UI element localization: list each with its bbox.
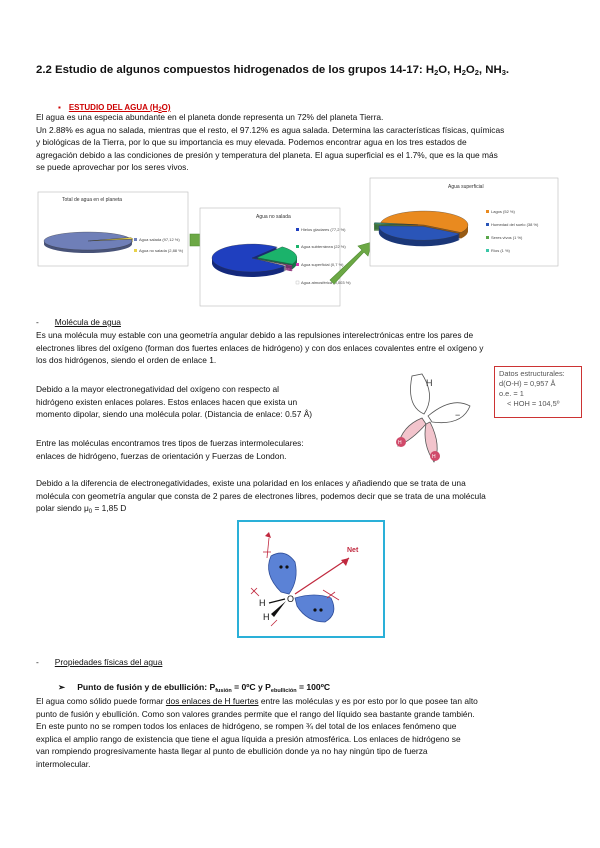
chart1-frame: [38, 192, 188, 266]
propiedades-p1: El agua como sólido puede formar dos enlaces de H fuertes entre las moléculas y es por esto por lo que posee tan alto punto de fusión y ebullición. Como son valores grandes permite que el rango del líquido sea bastante grande también. En este punto no se rompen todos los enlaces de hidrógeno, se rompen ¾ del total de los enlaces fenómeno que explica el amplio rango de existencia que tiene el agua líquida a presión atmosférica. Los enlaces de hidrógeno se van rompiendo progresivamente hasta llegar al punto de ebullición donde ya no hay ningún tipo de fuerza intermolecular.: [36, 696, 478, 769]
chart3-legend-swatch-2: [486, 236, 489, 239]
bullet-icon: ▪: [58, 103, 61, 112]
chart1-title: Total de agua en el planeta: [62, 197, 123, 203]
paragraph-line: agregación debido a las condiciones de presión y temperatura del planeta. El agua superficial es el 1.7%, que es la que más: [36, 149, 498, 160]
chart2-legend-swatch-2: [296, 263, 299, 266]
paragraph-line: se puede aprovechar por los seres vivos.: [36, 162, 189, 173]
chart3-legend-0: Lagos (52 %): [491, 209, 515, 214]
net-label: Net: [347, 547, 359, 554]
chart2-legend-swatch-1: [296, 245, 299, 248]
subsection-molecula: - Molécula de agua: [36, 317, 121, 327]
paragraph-line: y biológicas de la Tierra, por lo que su importancia es muy elevada. Podemos encontrar agua en los tres estados de: [36, 137, 467, 148]
structural-data-box: Datos estructurales: d(O-H) = 0,957 Å o.e. = 1 < HOH = 104,5º: [494, 366, 582, 418]
chart1-legend-swatch-1: [134, 249, 137, 252]
chart3-legend-3: Ríos (1 %): [491, 248, 510, 253]
oxygen-label: O: [287, 594, 295, 604]
chart2-legend-2: Agua superficial (0,7 %): [301, 262, 344, 267]
lobe-2: [428, 403, 470, 423]
dipole-figure: [239, 522, 382, 635]
arrow-bullet-icon: ➢: [58, 682, 66, 692]
lone-pair-lobe-1: [269, 553, 297, 594]
molecula-p3: Entre las moléculas encontramos tres tipos de fuerzas intermoleculares: enlaces de hidrógeno, fuerzas de orientación y Fuerzas de London.: [36, 438, 304, 461]
chart2-legend-swatch-3: [296, 281, 299, 284]
chart3-legend-swatch-3: [486, 249, 489, 252]
subsection-title: Molécula de agua: [54, 317, 121, 327]
paragraph: El agua es una especia abundante en el planeta donde representa un 72% del planeta Tierra.: [36, 112, 384, 122]
section-title-agua: ▪ ESTUDIO DEL AGUA (H2O): [58, 103, 171, 113]
chart1-pie: [44, 232, 133, 253]
dipole-figure-frame: [237, 520, 385, 638]
hydrogen-label-2: H: [263, 612, 270, 622]
h-label-2: H: [432, 454, 436, 460]
paragraph-line: Un 2.88% es agua no salada, mientras que el resto, el 97.12% es agua salada. Determina las características físicas, químicas: [36, 124, 505, 135]
chart1-legend-0: Agua salada (97,12 %): [139, 237, 180, 242]
net-dipole-arrow: [295, 558, 349, 594]
chart3-legend-swatch-1: [486, 223, 489, 226]
orbital-diagram: [392, 366, 488, 466]
chart2-legend-0: Hielos glaciares (77,2 %): [301, 227, 346, 232]
chart2-legend-1: Agua subterránea (22 %): [301, 244, 346, 249]
chart1-legend-1: Agua no salada (2,88 %): [139, 248, 184, 253]
lobe-label-h: H: [426, 378, 433, 388]
subsection-title: Propiedades físicas del agua: [54, 657, 163, 667]
pie-slice: [44, 232, 132, 250]
chart2-title: Agua no salada: [256, 214, 291, 220]
chart3-title: Agua superficial: [448, 184, 484, 190]
lobe-label-minus: −: [455, 410, 461, 420]
hydrogen-label-1: H: [259, 598, 266, 608]
charts-figure: [0, 170, 600, 310]
molecula-p4: Debido a la diferencia de electronegatividades, existe una polaridad en los enlaces y añadiendo que se trata de una molécula con geometría angular que consta de 2 pares de electrones libres, podemos decir que se trata de una molécula polar siendo $\mu_0 = 1,85$ D: [36, 478, 486, 516]
chart2-legend-swatch-0: [296, 228, 299, 231]
molecula-p1: Es una molécula muy estable con una geometría angular debido a las repulsiones interelectrónicas entre los pares de electrones libres del oxígeno (forman dos fuertes enlaces de hidrógeno) y con dos enlaces covalentes entre el oxígeno y los dos hidrógenos, siendo el orden de enlace 1.: [36, 330, 484, 366]
molecula-p2: Debido a la mayor electronegatividad del oxígeno con respecto al hidrógeno existen enlaces polares. Estos enlaces hacen que exista un momento dipolar, siendo una molécula polar. (Distancia de enlace: 0.57 Å): [36, 384, 313, 420]
chart3-legend-swatch-0: [486, 210, 489, 213]
chart1-legend-swatch-0: [134, 238, 137, 241]
chart2-legend-3: Agua atmosférica (0,003 %): [301, 280, 351, 285]
chart3-legend-2: Seres vivos (1 %): [491, 235, 523, 240]
subsection-propiedades: - Propiedades físicas del agua: [36, 657, 163, 667]
page-title: 2.2 Estudio de algunos compuestos hidrogenados de los grupos 14-17: $H_2O$, $H_2O_2$, $NH_3$.: [36, 64, 510, 77]
chart3-legend-1: Humedad del suelo (38 %): [491, 222, 539, 227]
fusion-ebullicion-title: ➢ Punto de fusión y de ebullición: $P_{fusión}$ = 0ºC y $P_{ebullición}$ = 100ºC: [58, 682, 331, 694]
agua-intro: [36, 111, 576, 174]
h-label-1: H: [398, 440, 402, 446]
